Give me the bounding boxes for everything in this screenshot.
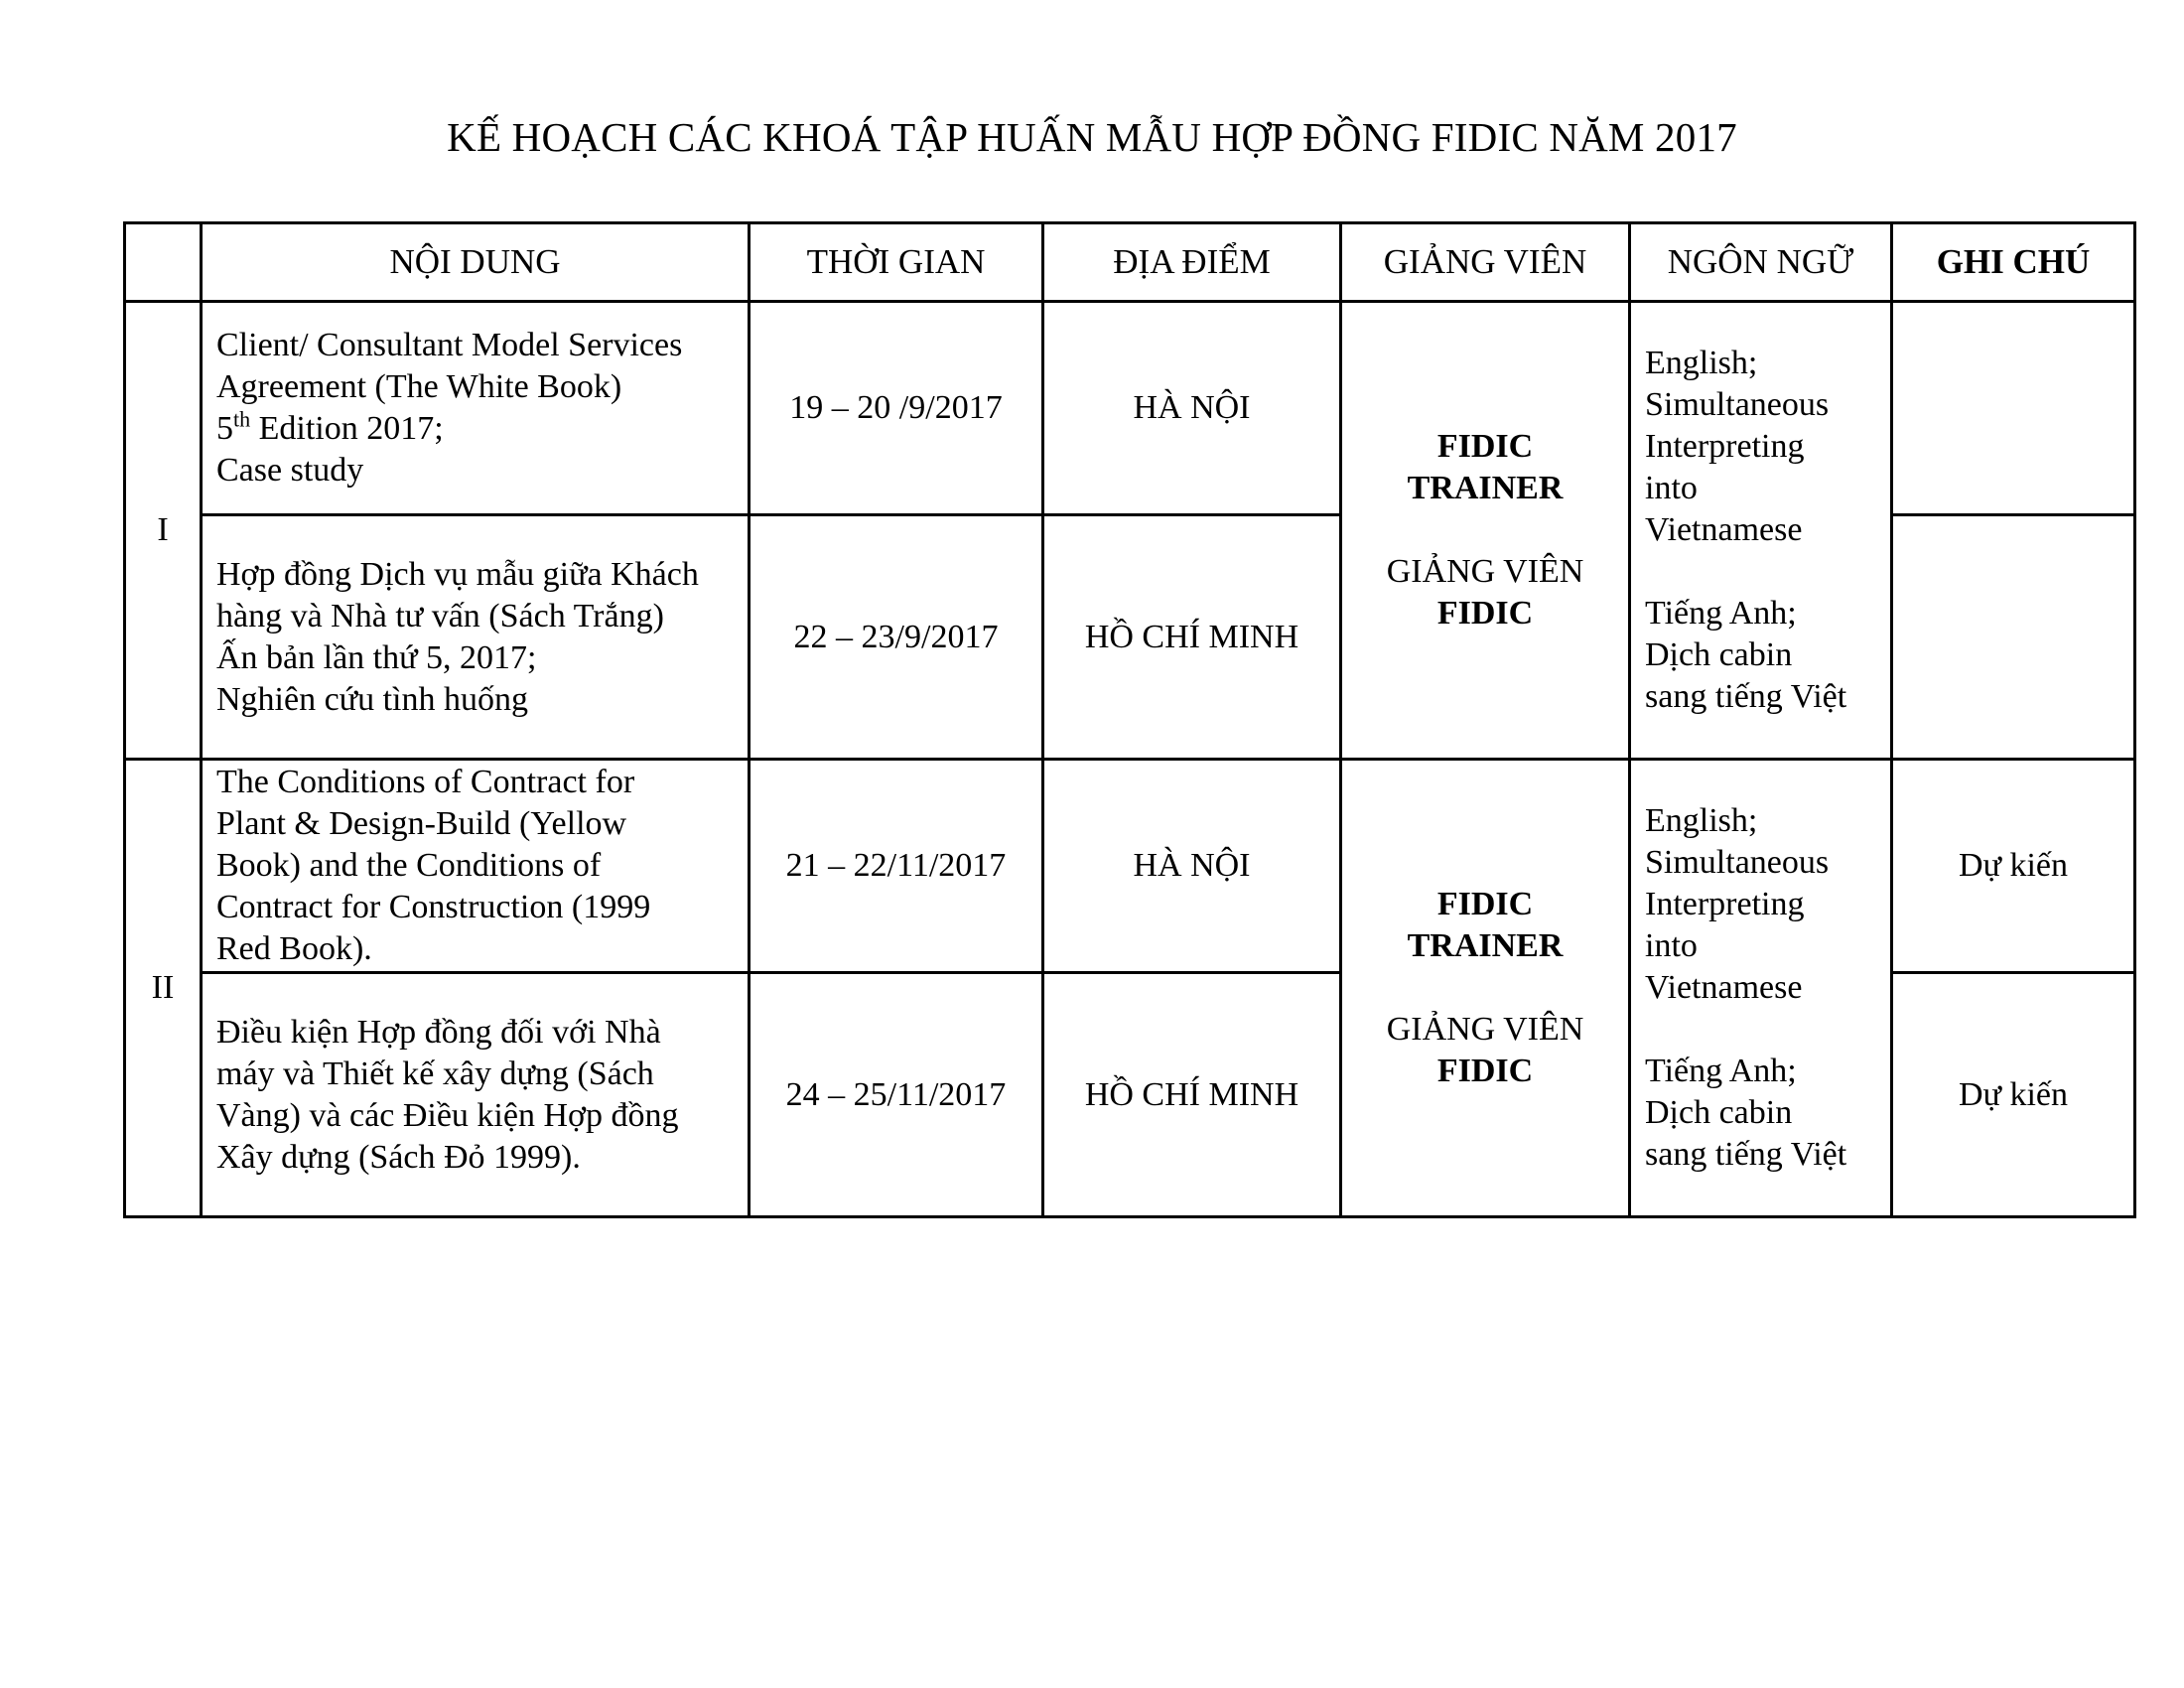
- header-location: ĐỊA ĐIỂM: [1043, 223, 1341, 302]
- language-cell: [1630, 302, 1892, 760]
- training-schedule-table: [123, 221, 2136, 1218]
- content-line: Nghiên cứu tình huống: [216, 680, 529, 718]
- language-line: Simultaneous: [1645, 844, 1830, 881]
- language-line: Dịch cabin: [1645, 636, 1793, 673]
- trainer-en: FIDIC TRAINER: [1407, 886, 1564, 964]
- language-line: Vietnamese: [1645, 511, 1803, 548]
- language-cell: [1630, 760, 1892, 1217]
- content-line: máy và Thiết kế xây dựng (Sách: [216, 1055, 654, 1092]
- language-line: English;: [1645, 802, 1758, 839]
- session-note: Dự kiến: [1892, 760, 2135, 973]
- language-line: Interpreting: [1645, 428, 1805, 465]
- trainer-en: FIDIC TRAINER: [1407, 428, 1564, 506]
- content-line: hàng và Nhà tư vấn (Sách Trắng): [216, 597, 664, 634]
- content-line: Xây dựng (Sách Đỏ 1999).: [216, 1138, 581, 1176]
- language-line: Interpreting: [1645, 886, 1805, 922]
- header-content: NỘI DUNG: [202, 223, 750, 302]
- language-line: Dịch cabin: [1645, 1094, 1793, 1131]
- content-line: Plant & Design-Build (Yellow: [216, 805, 627, 842]
- course-content-en: [202, 302, 750, 515]
- session-time: 21 – 22/11/2017: [750, 760, 1043, 973]
- trainer-vn: GIẢNG VIÊN: [1386, 553, 1584, 590]
- language-line: Tiếng Anh;: [1645, 1053, 1797, 1089]
- session-note: Dự kiến: [1892, 973, 2135, 1217]
- session-location: HỒ CHÍ MINH: [1043, 515, 1341, 760]
- row-number: I: [125, 302, 202, 760]
- content-line: Red Book).: [216, 930, 372, 967]
- content-line: Agreement (The White Book): [216, 368, 622, 405]
- content-line: Điều kiện Hợp đồng đối với Nhà: [216, 1013, 661, 1051]
- edition-text: Edition 2017;: [250, 410, 444, 447]
- edition-suffix: th: [233, 406, 251, 432]
- trainer-cell: [1341, 302, 1630, 760]
- language-line: Simultaneous: [1645, 386, 1830, 423]
- content-line: The Conditions of Contract for: [216, 764, 635, 800]
- content-line: Contract for Construction (1999: [216, 889, 651, 925]
- language-line: sang tiếng Việt: [1645, 1136, 1847, 1173]
- trainer-fidic: FIDIC: [1436, 595, 1534, 632]
- language-line: English;: [1645, 345, 1758, 381]
- session-time: 19 – 20 /9/2017: [750, 302, 1043, 515]
- session-time: 22 – 23/9/2017: [750, 515, 1043, 760]
- content-line: [216, 408, 734, 450]
- language-line: Vietnamese: [1645, 969, 1803, 1006]
- session-location: HÀ NỘI: [1043, 302, 1341, 515]
- header-note: GHI CHÚ: [1892, 223, 2135, 302]
- header-time: THỜI GIAN: [750, 223, 1043, 302]
- course-content-vn: [202, 515, 750, 760]
- table-header-row: [125, 223, 2135, 302]
- page-title: KẾ HOẠCH CÁC KHOÁ TẬP HUẤN MẪU HỢP ĐỒNG FIDIC NĂM 2017: [447, 114, 1737, 160]
- session-location: HÀ NỘI: [1043, 760, 1341, 973]
- header-number: [125, 223, 202, 302]
- table-row: [125, 760, 2135, 973]
- language-line: into: [1645, 470, 1698, 506]
- content-line: Vàng) và các Điều kiện Hợp đồng: [216, 1096, 679, 1134]
- edition-number: 5: [216, 410, 233, 447]
- language-line: sang tiếng Việt: [1645, 678, 1847, 715]
- session-note: [1892, 515, 2135, 760]
- row-number: II: [125, 760, 202, 1217]
- content-line: Case study: [216, 452, 364, 489]
- content-line: Hợp đồng Dịch vụ mẫu giữa Khách: [216, 555, 699, 593]
- course-content-en: [202, 760, 750, 973]
- session-note: [1892, 302, 2135, 515]
- header-language: NGÔN NGỮ: [1630, 223, 1892, 302]
- language-line: into: [1645, 927, 1698, 964]
- language-line: Tiếng Anh;: [1645, 595, 1797, 632]
- content-line: Ấn bản lần thứ 5, 2017;: [216, 638, 537, 676]
- course-content-vn: [202, 973, 750, 1217]
- trainer-cell: [1341, 760, 1630, 1217]
- header-trainer: GIẢNG VIÊN: [1341, 223, 1630, 302]
- trainer-vn: GIẢNG VIÊN: [1386, 1011, 1584, 1048]
- trainer-fidic: FIDIC: [1436, 1053, 1534, 1089]
- session-time: 24 – 25/11/2017: [750, 973, 1043, 1217]
- content-line: Book) and the Conditions of: [216, 847, 602, 884]
- session-location: HỒ CHÍ MINH: [1043, 973, 1341, 1217]
- table-row: [125, 302, 2135, 515]
- content-line: Client/ Consultant Model Services: [216, 327, 683, 363]
